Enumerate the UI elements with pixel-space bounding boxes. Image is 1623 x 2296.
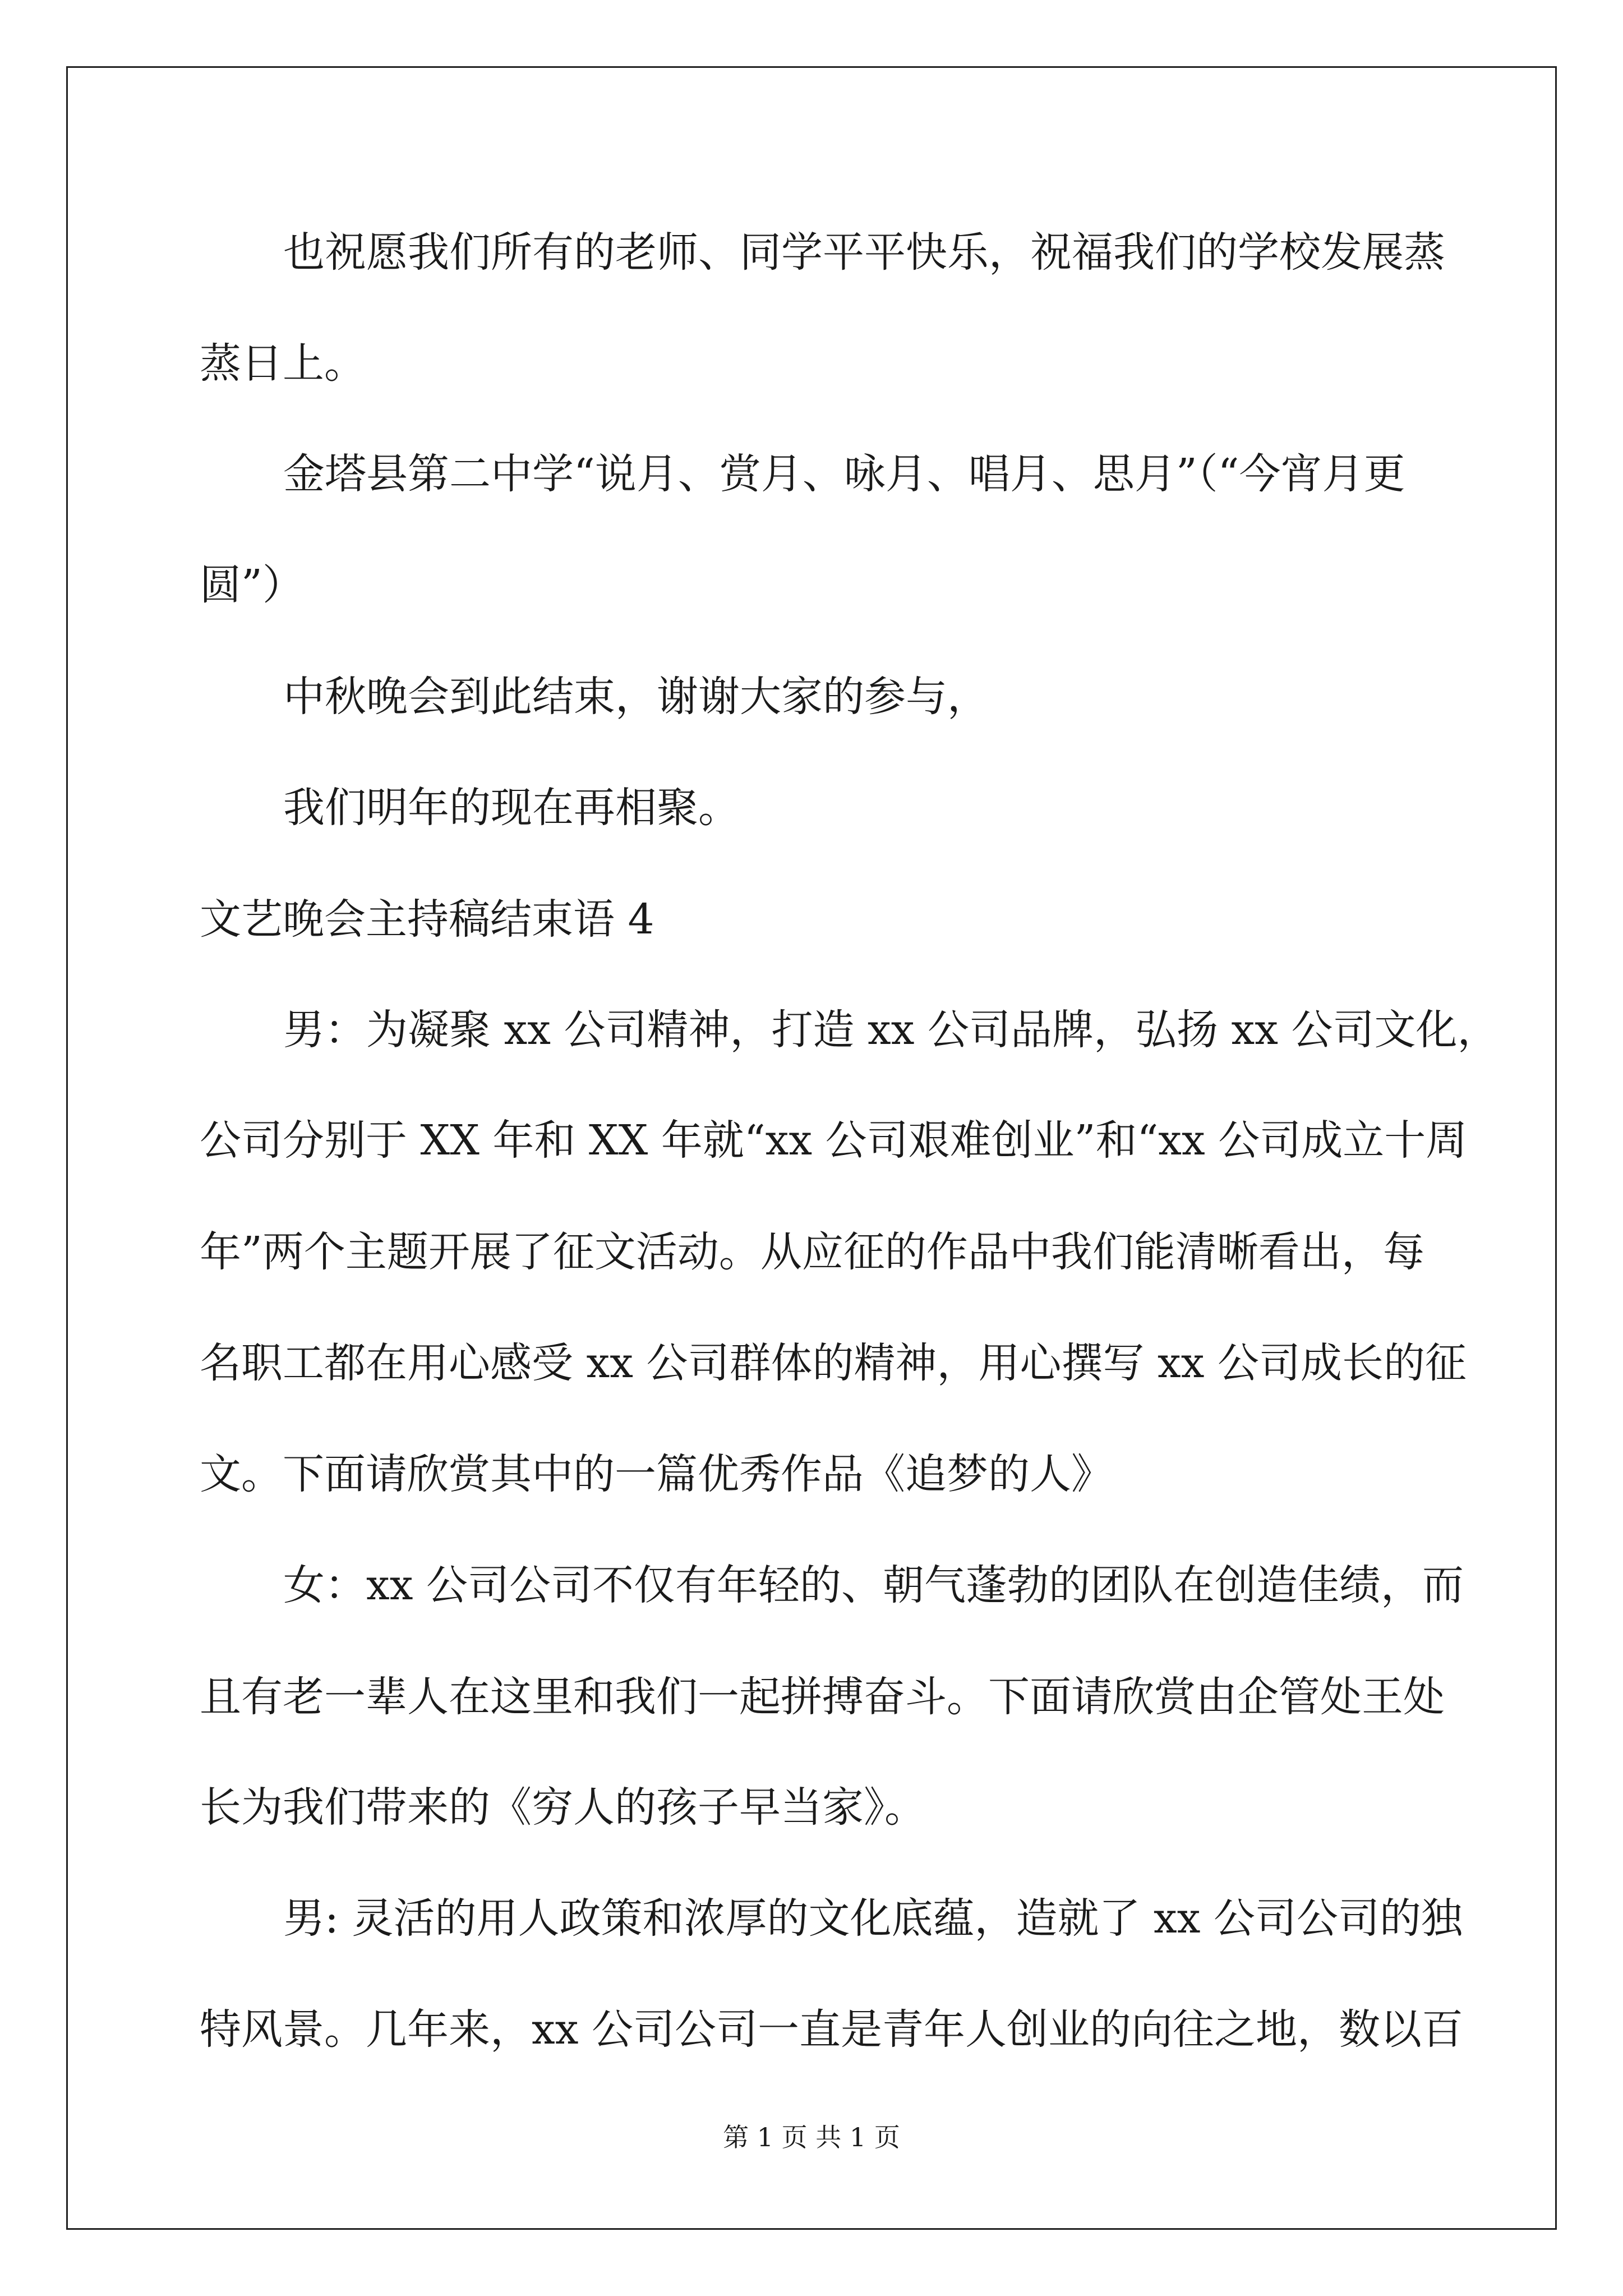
paragraph-line: 公司分别于 XX 年和 XX 年就“xx 公司艰难创业”和“xx 公司成立十周 xyxy=(200,1116,1468,1165)
paragraph-line: 名职工都在用心感受 xx 公司群体的精神，用心撰写 xx 公司成长的征 xyxy=(200,1339,1467,1387)
paragraph-line: 年”两个主题开展了征文活动。从应征的作品中我们能清晰看出，每 xyxy=(200,1228,1424,1276)
paragraph-line: 蒸日上。 xyxy=(200,339,366,388)
paragraph-line: 中秋晚会到此结束，谢谢大家的参与， xyxy=(283,673,989,721)
section-heading: 文艺晚会主持稿结束语 4 xyxy=(200,895,654,944)
paragraph-line: 女：xx 公司公司不仅有年轻的、朝气蓬勃的团队在创造佳绩，而 xyxy=(283,1561,1464,1609)
page-footer: 第 1 页 共 1 页 xyxy=(723,2122,900,2152)
paragraph-line: 也祝愿我们所有的老师、同学平平快乐，祝福我们的学校发展蒸 xyxy=(283,228,1445,277)
paragraph-line: 男：为凝聚 xx 公司精神，打造 xx 公司品牌，弘扬 xx 公司文化， xyxy=(283,1006,1499,1054)
paragraph-line: 我们明年的现在再相聚。 xyxy=(283,784,740,832)
paragraph-line: 金塔县第二中学“说月、赏月、咏月、唱月、思月”（“今宵月更 xyxy=(283,450,1405,498)
paragraph-line: 圆”） xyxy=(200,561,304,609)
paragraph-line: 男: 灵活的用人政策和浓厚的文化底蕴，造就了 xx 公司公司的独 xyxy=(283,1894,1463,1943)
paragraph-line: 且有老一辈人在这里和我们一起拼搏奋斗。下面请欣赏由企管处王处 xyxy=(200,1673,1445,1721)
paragraph-line: 特风景。几年来，xx 公司公司一直是青年人创业的向往之地，数以百 xyxy=(200,2005,1463,2054)
paragraph-line: 长为我们带来的《穷人的孩子早当家》。 xyxy=(200,1783,926,1832)
paragraph-line: 文。下面请欣赏其中的一篇优秀作品《追梦的人》 xyxy=(200,1450,1113,1498)
